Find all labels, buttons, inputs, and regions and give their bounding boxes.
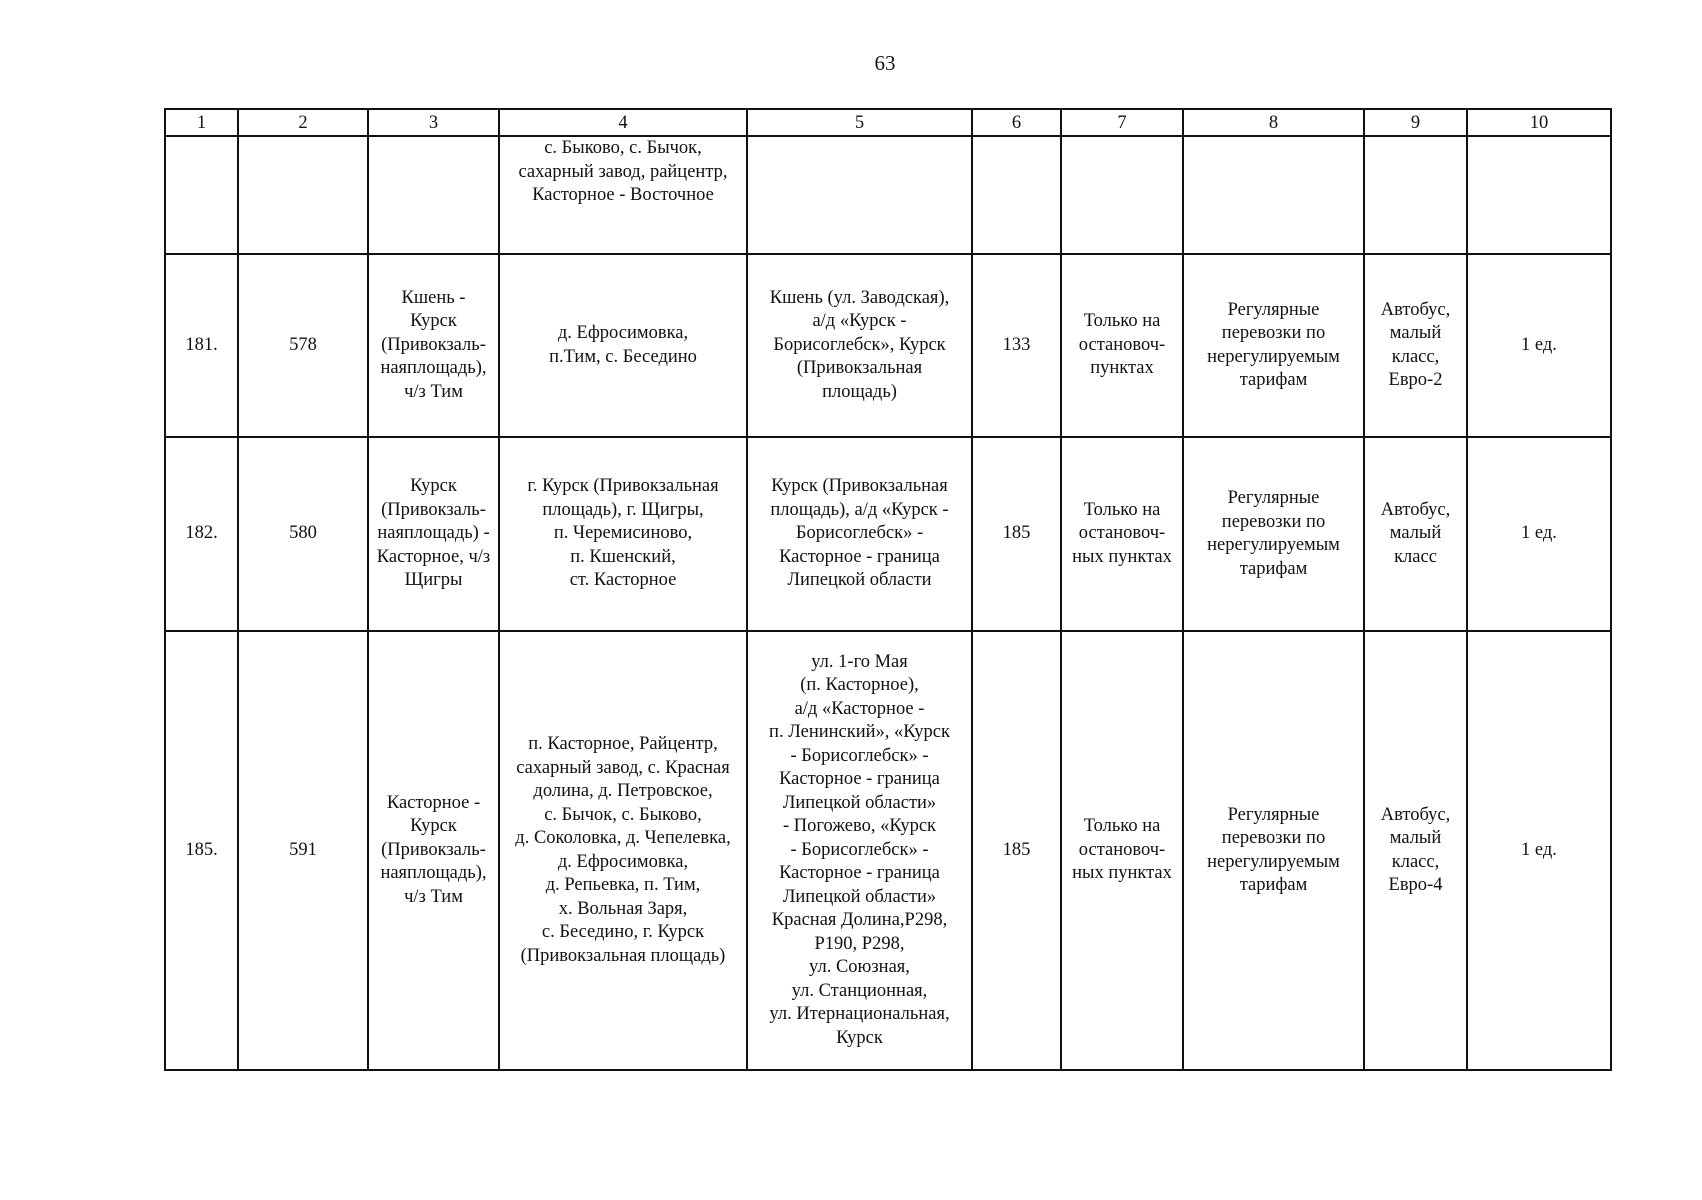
cell-streets: Кшень (ул. Заводская), а/д «Курск - Борисоглебск», Курск (Привокзальная площадь) — [747, 254, 972, 437]
cell-transport-type — [1183, 136, 1364, 254]
cell-route-number — [238, 136, 368, 254]
table-row-continuation — [165, 136, 1611, 254]
column-header-9: 9 — [1364, 109, 1467, 136]
cell-quantity: 1 ед. — [1467, 437, 1611, 631]
cell-transport-type: Регулярные перевозки по нерегулируемым тарифам — [1183, 631, 1364, 1070]
cell-length: 185 — [972, 631, 1061, 1070]
cell-number: 185. — [165, 631, 238, 1070]
column-header-8: 8 — [1183, 109, 1364, 136]
column-header-1: 1 — [165, 109, 238, 136]
column-header-4: 4 — [499, 109, 747, 136]
cell-boarding — [1061, 136, 1183, 254]
cell-quantity: 1 ед. — [1467, 254, 1611, 437]
cell-stops: д. Ефросимовка, п.Тим, с. Беседино — [499, 254, 747, 437]
cell-stops: г. Курск (Привокзальная площадь), г. Щигры, п. Черемисиново, п. Кшенский, ст. Касторное — [499, 437, 747, 631]
column-header-10: 10 — [1467, 109, 1611, 136]
column-header-5: 5 — [747, 109, 972, 136]
cell-transport-type: Регулярные перевозки по нерегулируемым тарифам — [1183, 437, 1364, 631]
cell-streets: ул. 1-го Мая (п. Касторное), а/д «Касторное - п. Ленинский», «Курск - Борисоглебск» - Касторное - граница Липецкой области» - Погожево, «Курск - Борисоглебск» - Касторное - граница Липецкой области» Красная Долина,Р298, Р190, Р298, ул. Союзная, ул. Станционная, ул. Итернациональная, Курск — [747, 631, 972, 1070]
cell-streets: Курск (Привокзальная площадь), а/д «Курск - Борисоглебск» - Касторное - граница Липецкой области — [747, 437, 972, 631]
column-header-7: 7 — [1061, 109, 1183, 136]
cell-vehicle: Автобус, малый класс, Евро-4 — [1364, 631, 1467, 1070]
cell-length: 133 — [972, 254, 1061, 437]
cell-boarding: Только на остановоч- ных пунктах — [1061, 437, 1183, 631]
cell-route-name: Кшень - Курск (Привокзаль- наяплощадь), ч/з Тим — [368, 254, 499, 437]
cell-length — [972, 136, 1061, 254]
cell-route-number: 580 — [238, 437, 368, 631]
column-header-6: 6 — [972, 109, 1061, 136]
cell-number: 181. — [165, 254, 238, 437]
cell-route-name: Курск (Привокзаль- наяплощадь) - Касторное, ч/з Щигры — [368, 437, 499, 631]
cell-stops: п. Касторное, Райцентр, сахарный завод, с. Красная долина, д. Петровское, с. Бычок, с. Быково, д. Соколовка, д. Чепелевка, д. Ефросимовка, д. Репьевка, п. Тим, х. Вольная Заря, с. Беседино, г. Курск (Привокзальная площадь) — [499, 631, 747, 1070]
cell-route-name — [368, 136, 499, 254]
cell-streets — [747, 136, 972, 254]
table-row — [165, 437, 1611, 631]
cell-vehicle: Автобус, малый класс, Евро-2 — [1364, 254, 1467, 437]
cell-vehicle — [1364, 136, 1467, 254]
cell-transport-type: Регулярные перевозки по нерегулируемым тарифам — [1183, 254, 1364, 437]
routes-table — [164, 108, 1612, 1071]
cell-number — [165, 136, 238, 254]
table-row — [165, 631, 1611, 1070]
cell-boarding: Только на остановоч- ных пунктах — [1061, 631, 1183, 1070]
table-row — [165, 254, 1611, 437]
cell-route-number: 578 — [238, 254, 368, 437]
cell-length: 185 — [972, 437, 1061, 631]
page-number: 63 — [874, 51, 896, 75]
cell-route-number: 591 — [238, 631, 368, 1070]
cell-route-name: Касторное - Курск (Привокзаль- наяплощадь), ч/з Тим — [368, 631, 499, 1070]
column-header-3: 3 — [368, 109, 499, 136]
column-header-2: 2 — [238, 109, 368, 136]
table-header-row — [165, 109, 1611, 136]
cell-number: 182. — [165, 437, 238, 631]
cell-stops: с. Быково, с. Бычок, сахарный завод, райцентр, Касторное - Восточное — [499, 136, 747, 254]
cell-boarding: Только на остановоч- пунктах — [1061, 254, 1183, 437]
cell-quantity: 1 ед. — [1467, 631, 1611, 1070]
cell-vehicle: Автобус, малый класс — [1364, 437, 1467, 631]
cell-quantity — [1467, 136, 1611, 254]
